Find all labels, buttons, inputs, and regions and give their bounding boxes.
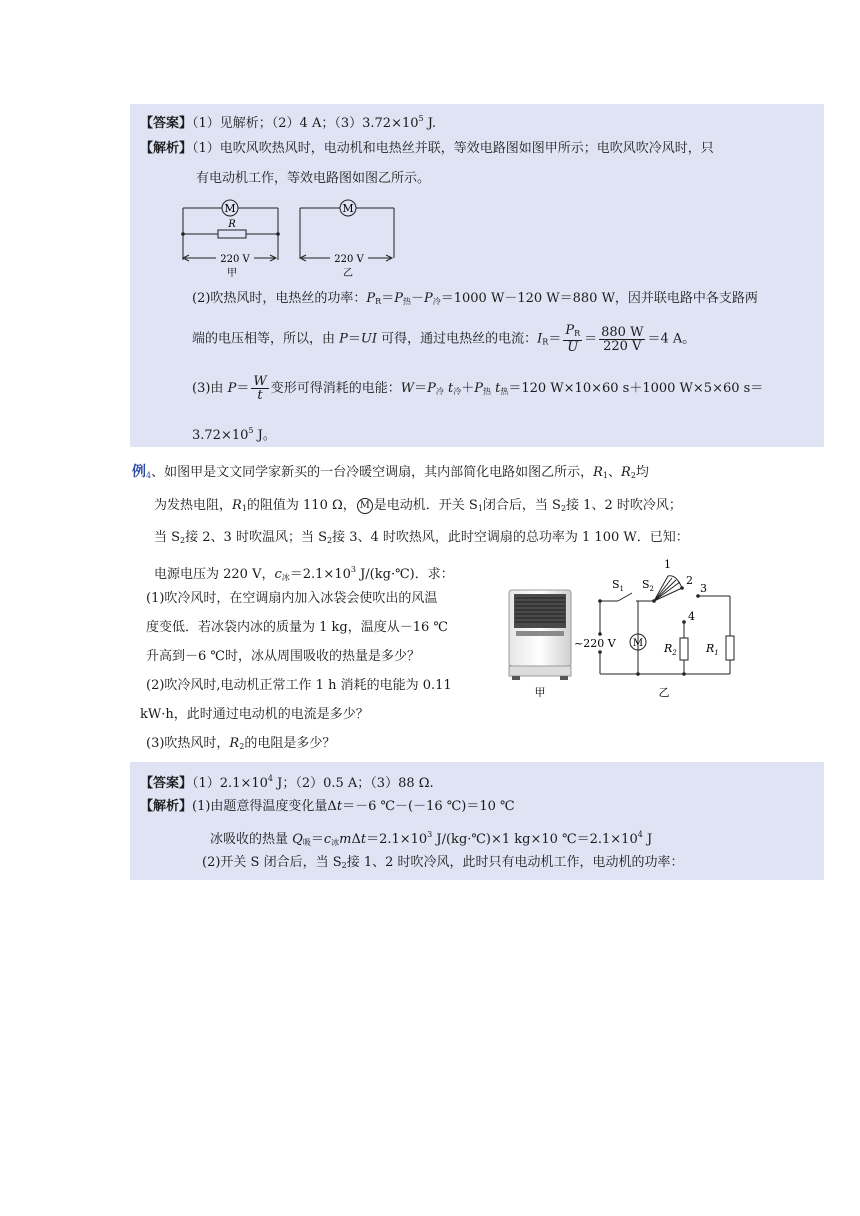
- analysis-line-1: 【解析】（1）电吹风吹热风时，电动机和电热丝并联，等效电路图如图甲所示；电吹风吹冷风时，只: [140, 141, 714, 156]
- resistor-r1-label: $R_1$: [706, 642, 719, 657]
- contact-3-label: 3: [700, 582, 707, 595]
- fraction-880-over-220: $\frac{880 W}{220 V}$: [601, 324, 644, 354]
- switch-s1-label: $S_1$: [612, 578, 625, 593]
- analysis2-line-1: 【解析】(1)由题意得温度变化量Δt＝－6 ℃－(－16 ℃)＝10 ℃: [140, 799, 515, 814]
- analysis-line-2: 有电动机工作，等效电路图如图乙所示。: [196, 171, 431, 186]
- contact-2-label: 2: [686, 574, 693, 587]
- solution-box-1: [130, 104, 824, 447]
- answer-line-1: 【答案】（1）见解析；（2）4 A；$(3)3.72\times 10^5$ J.: [140, 114, 437, 131]
- example-4-line-1: 例$_4$、如图甲是文文同学家新买的一台冷暖空调扇，其内部简化电路如图乙所示，$R_1$、$R_2$均: [132, 464, 649, 480]
- question-2-line-1: (2)吹冷风时,电动机正常工作 1 h 消耗的电能为 0.11: [146, 678, 452, 693]
- resistor-r2-label: $R_2$: [664, 642, 677, 657]
- analysis-part-2-line-2: 端的电压相等，所以，由 P＝UI 可得，通过电热丝的电流：$I_R=$ $\frac{P_R}{U}$ ＝ $\frac{880 W}{220 V}$ ＝4 A。: [192, 323, 696, 355]
- figure-caption: 甲: [227, 268, 237, 279]
- solution-box-2: [130, 762, 824, 880]
- contact-4-label: 4: [688, 610, 695, 623]
- analysis2-line-3: (2)开关 S 闭合后，当 $S_2$接 1、2 时吹冷风，此时只有电动机工作，电动机的功率：: [202, 855, 684, 870]
- analysis-part-2-line-1: (2)吹热风时，电热丝的功率：$P_R=P_热-P_冷=1000$ W－120 W＝880 W，因并联电路中各支路两: [192, 291, 758, 306]
- analysis-part-3-line-2: $3.72\times 10^5$ J。: [192, 426, 276, 443]
- question-1-line-3: 升高到－6 ℃时，冰从周围吸收的热量是多少？: [146, 649, 420, 664]
- air-cooler-photo: [500, 584, 580, 704]
- example-4-line-3: 当 $S_2$接 2、3 时吹温风；当 $S_2$接 3、4 时吹热风，此时空调扇的总功率为 1 100 W．已知：: [154, 530, 689, 545]
- circuit-diagram-jia: [178, 196, 288, 280]
- question-2-line-2: kW·h，此时通过电动机的电流是多少？: [140, 707, 369, 722]
- resistor-label: R: [228, 219, 236, 230]
- circuit-diagram-yi: [296, 196, 400, 280]
- analysis2-line-2: 冰吸收的热量 $Q_吸=c_冰m\Delta t=2.1\times 10^3$ J/(kg·℃)×1 kg×10 $℃=2.1\times 10^4$ J: [210, 830, 653, 847]
- answer-line-2: 【答案】$(1)2.1\times 10^4$ J；（2）0.5 A；（3）88 Ω.: [140, 774, 434, 791]
- fraction-w-over-t: $\frac{W}{t}$: [253, 374, 267, 403]
- example-4-line-2: 为发热电阻，$R_1$的阻值为 110 Ω， M 是电动机．开关 $S_1$闭合后，当 $S_2$接 1、2 时吹冷风；: [154, 498, 682, 513]
- voltage-label: 220 V: [220, 254, 250, 265]
- fan-circuit-diagram: [572, 556, 742, 716]
- motor-symbol: M: [357, 498, 373, 514]
- fraction-pr-over-u: $\frac{P_R}{U}$: [565, 323, 581, 355]
- photo-caption: 甲: [534, 686, 546, 699]
- question-1-line-2: 度变低．若冰袋内冰的质量为 1 kg，温度从－16 ℃: [146, 620, 448, 635]
- motor-label: M: [342, 202, 354, 215]
- contact-1-label: 1: [664, 558, 671, 571]
- source-voltage-label: ~220 V: [574, 637, 616, 650]
- question-1-line-1: (1)吹冷风时，在空调扇内加入冰袋会使吹出的风温: [146, 591, 438, 606]
- voltage-label: 220 V: [334, 254, 364, 265]
- question-3: (3)吹热风时，$R_2$的电阻是多少？: [146, 736, 336, 751]
- circuit-caption: 乙: [658, 686, 670, 699]
- example-4-line-4: 电源电压为 220 V，$c_冰=2.1\times 10^3$ J/(kg·℃)．求：: [154, 565, 454, 582]
- switch-s2-label: $S_2$: [642, 578, 655, 593]
- motor-label: M: [224, 202, 236, 215]
- figure-caption: 乙: [343, 268, 353, 279]
- motor-label: M: [632, 638, 644, 649]
- analysis-part-3-line-1: (3)由 P＝ $\frac{W}{t}$ 变形可得消耗的电能：$W=P_冷$ $t_冷+P_热$ $t_热=120$ W×10×60 s＋1000 W×5×60 s＝: [192, 374, 764, 403]
